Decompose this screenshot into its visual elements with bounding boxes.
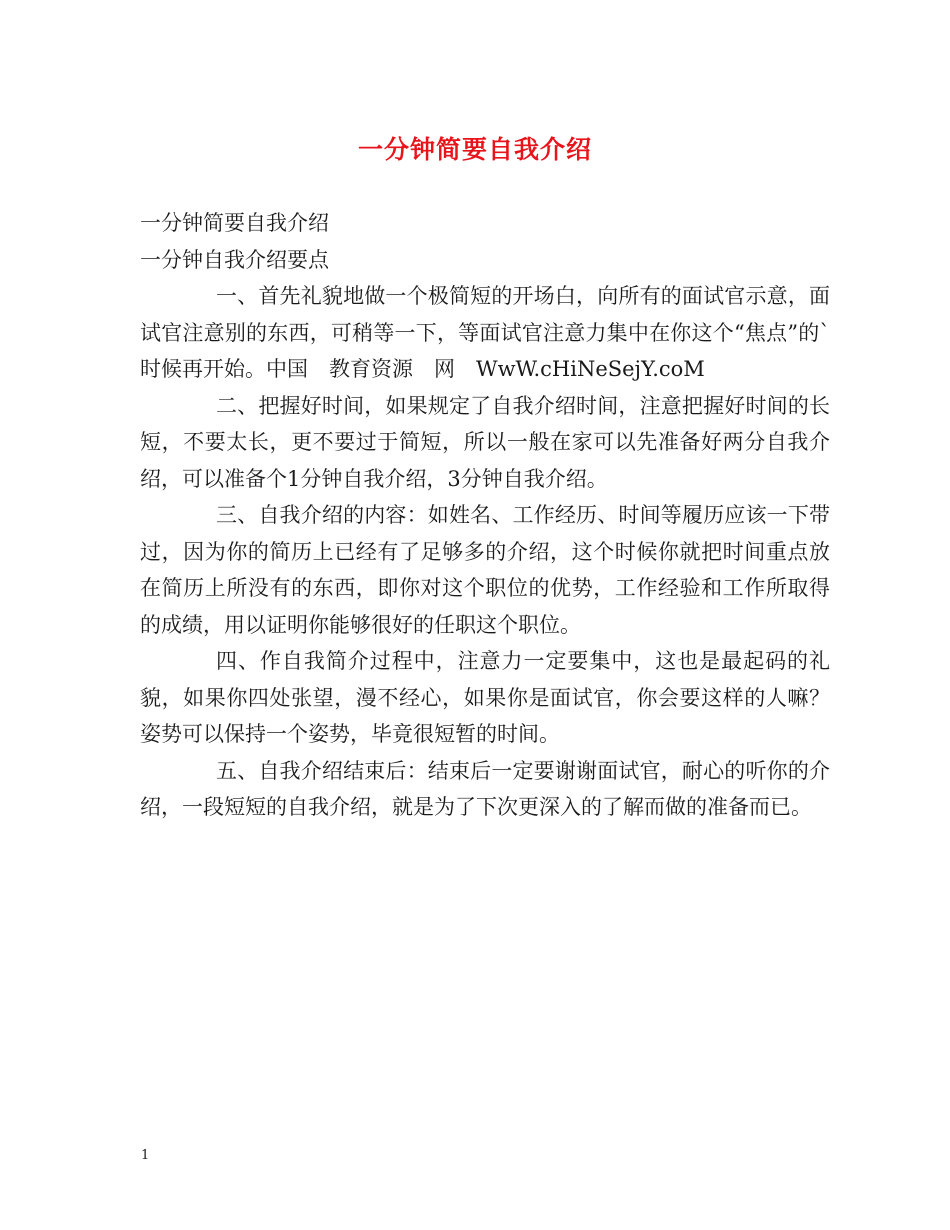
page-title: 一分钟简要自我介绍: [357, 135, 592, 164]
paragraph: 五、自我介绍结束后：结束后一定要谢谢面试官，耐心的听你的介绍，一段短短的自我介绍，就是为了下次更深入的了解而做的准备而已。: [140, 758, 830, 819]
subtitle-line: 一分钟简要自我介绍: [140, 211, 329, 235]
paragraph: 一、首先礼貌地做一个极简短的开场白，向所有的面试官示意，面试官注意别的东西，可稍等一下，等面试官注意力集中在你这个“焦点”的`时候再开始。中国 教育资源 网 WwW.cHiNeSejY.coM: [140, 284, 830, 381]
document-body: [140, 205, 830, 826]
page-number: 1: [141, 1148, 150, 1163]
paragraph: 二、把握好时间，如果规定了自我介绍时间，注意把握好时间的长短，不要太长，更不要过于简短，所以一般在家可以先准备好两分自我介绍，可以准备个1分钟自我介绍，3分钟自我介绍。: [140, 393, 830, 491]
subtitle-line: 一分钟自我介绍要点: [140, 247, 329, 272]
paragraph: 四、作自我简介过程中，注意力一定要集中，这也是最起码的礼貌，如果你四处张望，漫不经心，如果你是面试官，你会要这样的人嘛？姿势可以保持一个姿势，毕竟很短暂的时间。: [140, 649, 830, 746]
paragraph: 三、自我介绍的内容：如姓名、工作经历、时间等履历应该一下带过，因为你的简历上已经有了足够多的介绍，这个时候你就把时间重点放在简历上所没有的东西，即你对这个职位的优势，工作经验和工作所取得的成绩，用以证明你能够很好的任职这个职位。: [140, 503, 830, 637]
